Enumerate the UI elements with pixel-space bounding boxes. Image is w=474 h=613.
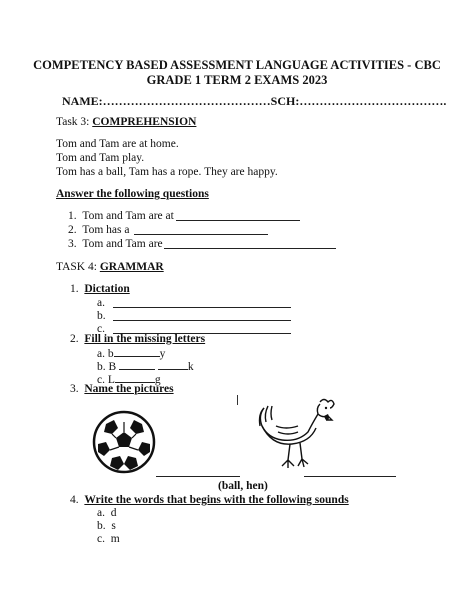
fill-item: b. B k	[97, 361, 194, 373]
hen-icon	[254, 396, 344, 474]
blank-line[interactable]	[119, 359, 155, 370]
scan-mark	[237, 395, 238, 405]
question-item: 2. Tom has a	[68, 224, 130, 236]
document-subtitle: GRADE 1 TERM 2 EXAMS 2023	[146, 73, 328, 87]
task3-prefix: Task 3:	[56, 116, 93, 128]
sound-item: c. m	[97, 533, 120, 545]
task4-title: GRAMMAR	[99, 261, 164, 273]
hen-answer-line[interactable]	[304, 466, 396, 477]
answer-line[interactable]	[164, 238, 336, 249]
document-title: COMPETENCY BASED ASSESSMENT LANGUAGE ACTIVITIES - CBC	[33, 58, 441, 72]
passage-line: Tom and Tam play.	[56, 152, 145, 164]
sound-item: a. d	[97, 507, 117, 519]
section-write-words: 4. Write the words that begins with the following sounds	[70, 494, 349, 506]
dictation-line[interactable]	[113, 297, 291, 308]
sound-item: b. s	[97, 520, 116, 532]
section-fill-letters: 2. Fill in the missing letters	[70, 333, 206, 345]
passage-line: Tom and Tam are at home.	[56, 138, 179, 150]
name-school-line: NAME:……………………………………SCH:……………………………….	[62, 94, 447, 108]
fill-item: a. b y	[97, 348, 166, 360]
task4-prefix: TASK 4:	[56, 261, 100, 273]
dictation-line[interactable]	[113, 310, 291, 321]
question-item: 1. Tom and Tam are at	[68, 210, 174, 222]
blank-line[interactable]	[115, 372, 155, 383]
fill-item: c. L g	[97, 374, 161, 386]
section-name-pictures: 3. Name the pictures	[70, 383, 174, 395]
questions-heading: Answer the following questions	[56, 188, 209, 200]
picture-word-hint: (ball, hen)	[218, 480, 268, 492]
task4-heading	[56, 261, 164, 273]
ball-icon	[92, 410, 156, 474]
question-item: 3. Tom and Tam are	[68, 238, 163, 250]
blank-line[interactable]	[158, 359, 188, 370]
task3-heading	[56, 116, 196, 128]
dictation-letter: a.	[97, 297, 105, 309]
section-dictation: 1. Dictation	[70, 283, 130, 295]
passage-line: Tom has a ball, Tam has a rope. They are happy.	[56, 166, 278, 178]
answer-line[interactable]	[134, 224, 268, 235]
ball-answer-line[interactable]	[156, 466, 240, 477]
dictation-letter: c.	[97, 323, 105, 335]
blank-line[interactable]	[114, 346, 160, 357]
answer-line[interactable]	[176, 210, 300, 221]
dictation-letter: b.	[97, 310, 106, 322]
task3-title: COMPREHENSION	[92, 116, 197, 128]
